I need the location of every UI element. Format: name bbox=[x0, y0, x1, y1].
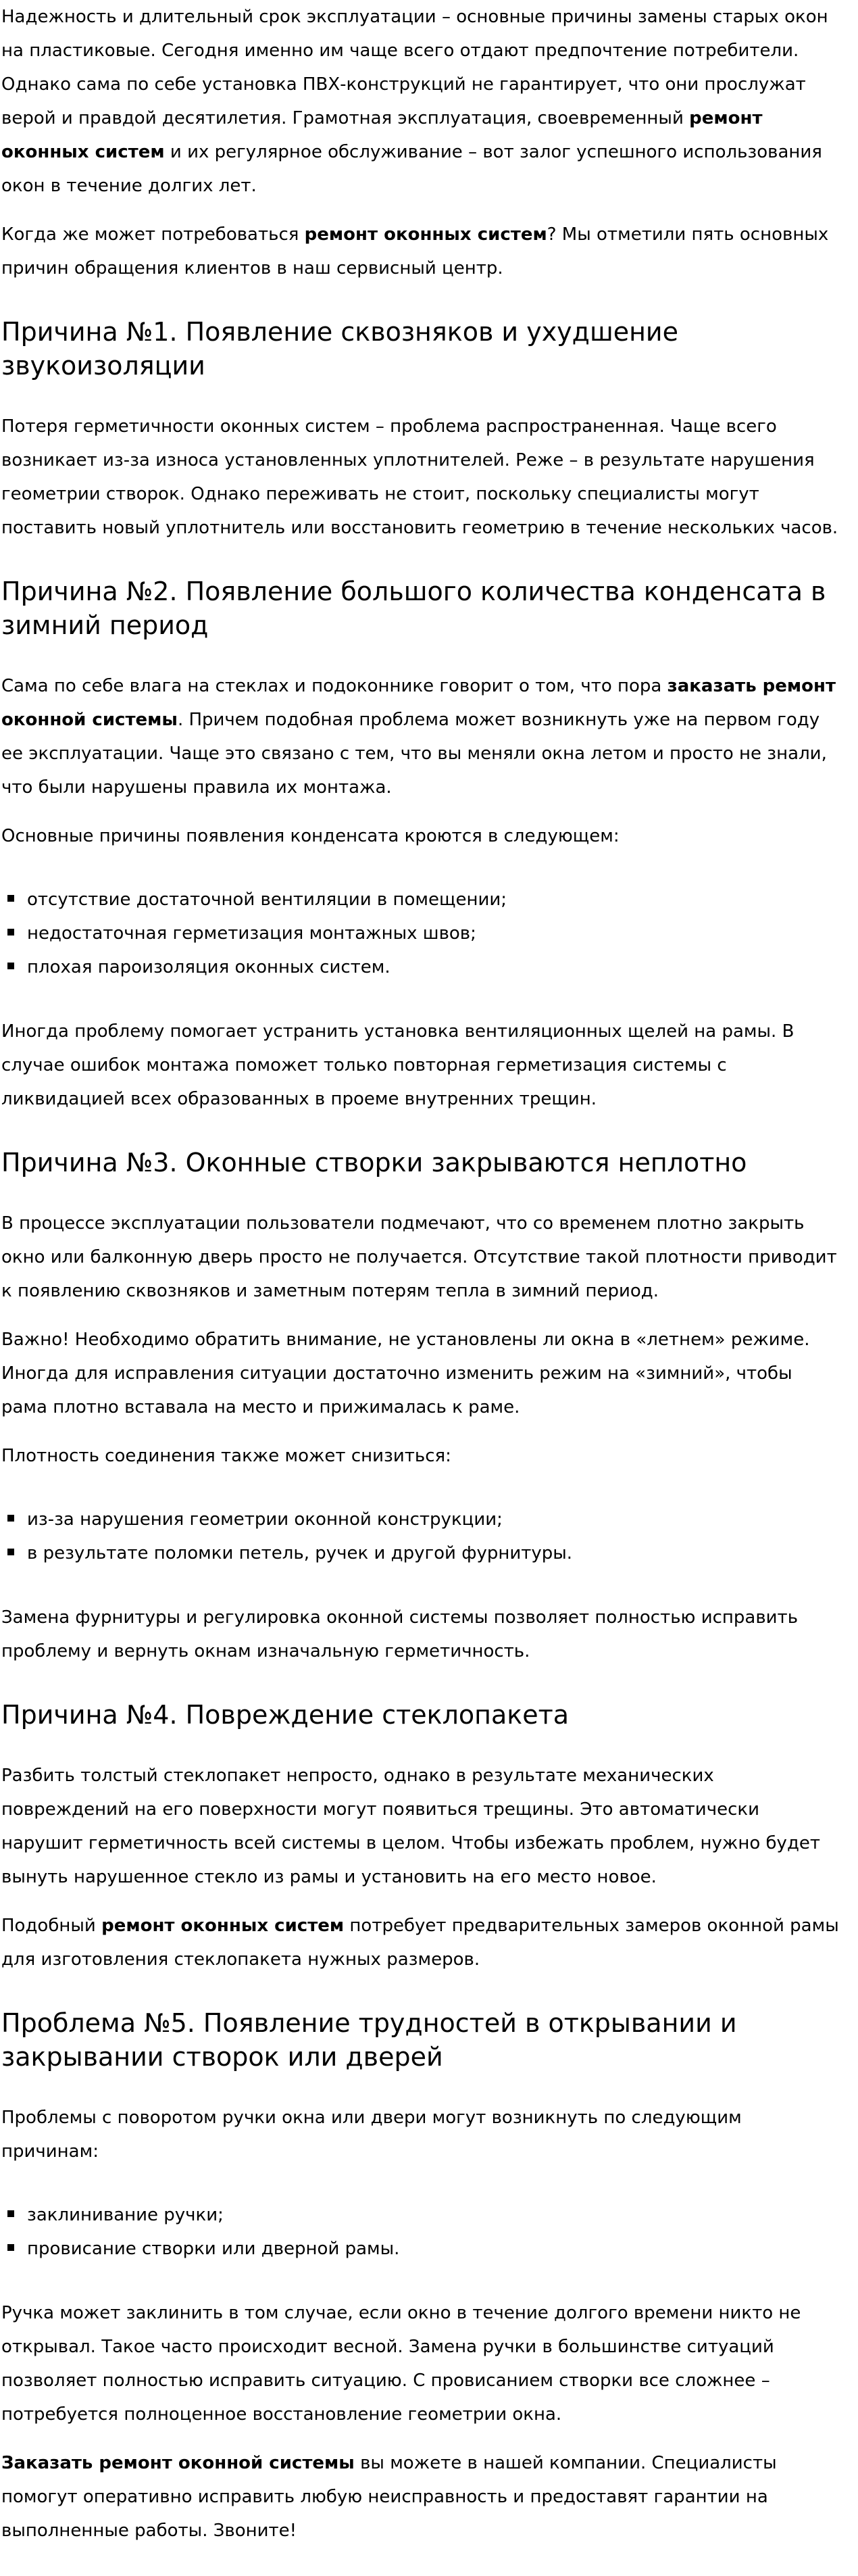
bullet-list bbox=[1, 883, 840, 984]
paragraph bbox=[1, 1323, 840, 1424]
list-item bbox=[1, 917, 840, 950]
list-item-text: плохая пароизоляция оконных систем. bbox=[27, 957, 390, 977]
list-item-text: отсутствие достаточной вентиляции в помещении; bbox=[27, 890, 507, 910]
text-segment: Иногда проблему помогает устранить установка вентиляционных щелей на рамы. В случае ошибок монтажа поможет только повторная герметизация системы с ликвидацией всех образованных в проеме внутренних трещин. bbox=[1, 1021, 794, 1109]
paragraph bbox=[1, 819, 840, 853]
section-heading: Причина №3. Оконные створки закрываются неплотно bbox=[1, 1148, 747, 1177]
section-heading: Причина №1. Появление сквозняков и ухудшение звукоизоляции bbox=[1, 317, 679, 381]
text-segment: Подобный bbox=[1, 1916, 102, 1936]
square-bullet-icon bbox=[7, 895, 14, 902]
list-item bbox=[1, 883, 840, 917]
square-bullet-icon bbox=[7, 2244, 14, 2251]
paragraph bbox=[1, 669, 840, 804]
text-segment: вы можете в нашей компании. Специалисты помогут оперативно исправить любую неисправность и предоставят гарантии на выполненные работы. Звоните! bbox=[1, 2453, 777, 2541]
bullet-list bbox=[1, 2198, 840, 2266]
bold-text: ремонт оконных систем bbox=[304, 224, 547, 245]
paragraph bbox=[1, 2101, 840, 2168]
text-segment: Надежность и длительный срок эксплуатации – основные причины замены старых окон на пластиковые. Сегодня именно им чаще всего отдают предпочтение потребители. Однако сама по себе установка ПВХ-конструкций не гарантирует, что они прослужат верой и правдой десятилетия. Грамотная эксплуатация, своевременный bbox=[1, 7, 828, 128]
text-segment: Когда же может потребоваться bbox=[1, 224, 305, 245]
text-segment: Потеря герметичности оконных систем – проблема распространенная. Чаще всего возникает из-за износа установленных уплотнителей. Реже – в результате нарушения геометрии створок. Однако переживать не стоит, поскольку специалисты могут поставить новый уплотнитель или восстановить геометрию в течение нескольких часов. bbox=[1, 416, 838, 538]
list-item bbox=[1, 950, 840, 984]
text-segment: В процессе эксплуатации пользователи подмечают, что со временем плотно закрыть окно или балконную дверь просто не получается. Отсутствие такой плотности приводит к появлению сквозняков и заметным потерям тепла в зимний период. bbox=[1, 1213, 837, 1301]
text-segment: Важно! Необходимо обратить внимание, не установлены ли окна в «летнем» режиме. Иногда для исправления ситуации достаточно изменить режим на «зимний», чтобы рама плотно вставала на место и прижималась к раме. bbox=[1, 1330, 810, 1417]
section-heading: Проблема №5. Появление трудностей в открывании и закрывании створок или дверей bbox=[1, 2008, 737, 2072]
text-segment: ? Мы отметили пять основных причин обращения клиентов в наш сервисный центр. bbox=[1, 224, 829, 278]
text-segment: потребует предварительных замеров оконной рамы для изготовления стеклопакета нужных размеров. bbox=[1, 1916, 839, 1970]
list-item-text: в результате поломки петель, ручек и другой фурнитуры. bbox=[27, 1543, 573, 1563]
text-segment: . Причем подобная проблема может возникнуть уже на первом году ее эксплуатации. Чаще это связано с тем, что вы меняли окна летом и просто не знали, что были нарушены правила их монтажа. bbox=[1, 710, 827, 798]
list-item-text: из-за нарушения геометрии оконной конструкции; bbox=[27, 1509, 503, 1530]
text-segment: Плотность соединения также может снизиться: bbox=[1, 1446, 451, 1466]
paragraph bbox=[1, 1909, 840, 1976]
square-bullet-icon bbox=[7, 1515, 14, 1522]
list-item bbox=[1, 1503, 840, 1536]
list-item bbox=[1, 2232, 840, 2266]
bold-text: ремонт оконных систем bbox=[1, 108, 763, 162]
paragraph bbox=[1, 218, 840, 285]
paragraph bbox=[1, 0, 840, 203]
bullet-list bbox=[1, 1503, 840, 1570]
paragraph bbox=[1, 2296, 840, 2431]
square-bullet-icon bbox=[7, 2210, 14, 2217]
section-heading: Причина №2. Появление большого количества конденсата в зимний период bbox=[1, 577, 826, 640]
square-bullet-icon bbox=[7, 929, 14, 935]
text-segment: Основные причины появления конденсата кроются в следующем: bbox=[1, 826, 620, 846]
square-bullet-icon bbox=[7, 963, 14, 969]
paragraph bbox=[1, 1439, 840, 1473]
paragraph bbox=[1, 410, 840, 545]
text-segment: и их регулярное обслуживание – вот залог успешного использования окон в течение долгих лет. bbox=[1, 142, 822, 196]
paragraph bbox=[1, 1015, 840, 1116]
bold-text: ремонт оконных систем bbox=[101, 1916, 345, 1936]
section-heading: Причина №4. Повреждение стеклопакета bbox=[1, 1700, 569, 1730]
text-segment: Разбить толстый стеклопакет непросто, однако в результате механических повреждений на его поверхности могут появиться трещины. Это автоматически нарушит герметичность всей системы в целом. Чтобы избежать проблем, нужно будет вынуть нарушенное стекло из рамы и установить на его место новое. bbox=[1, 1766, 821, 1887]
list-item-text: провисание створки или дверной рамы. bbox=[27, 2239, 400, 2259]
article-body bbox=[1, 0, 840, 2548]
paragraph bbox=[1, 1759, 840, 1894]
text-segment: Проблемы с поворотом ручки окна или двери могут возникнуть по следующим причинам: bbox=[1, 2108, 742, 2162]
paragraph bbox=[1, 1601, 840, 1668]
list-item bbox=[1, 1536, 840, 1570]
square-bullet-icon bbox=[7, 1549, 14, 1555]
text-segment: Сама по себе влага на стеклах и подоконнике говорит о том, что пора bbox=[1, 676, 667, 696]
bold-text: Заказать ремонт оконной системы bbox=[1, 2453, 355, 2473]
list-item bbox=[1, 2198, 840, 2232]
text-segment: Ручка может заклинить в том случае, если окно в течение долгого времени никто не открывал. Такое часто происходит весной. Замена ручки в большинстве ситуаций позволяет полностью исправить ситуацию. С провисанием створки все сложнее – потребуется полноценное восстановление геометрии окна. bbox=[1, 2303, 801, 2425]
list-item-text: недостаточная герметизация монтажных швов; bbox=[27, 923, 476, 944]
list-item-text: заклинивание ручки; bbox=[27, 2205, 224, 2225]
paragraph bbox=[1, 2446, 840, 2548]
bold-text: заказать ремонт оконной системы bbox=[1, 676, 836, 730]
paragraph bbox=[1, 1207, 840, 1308]
text-segment: Замена фурнитуры и регулировка оконной системы позволяет полностью исправить проблему и вернуть окнам изначальную герметичность. bbox=[1, 1607, 799, 1661]
